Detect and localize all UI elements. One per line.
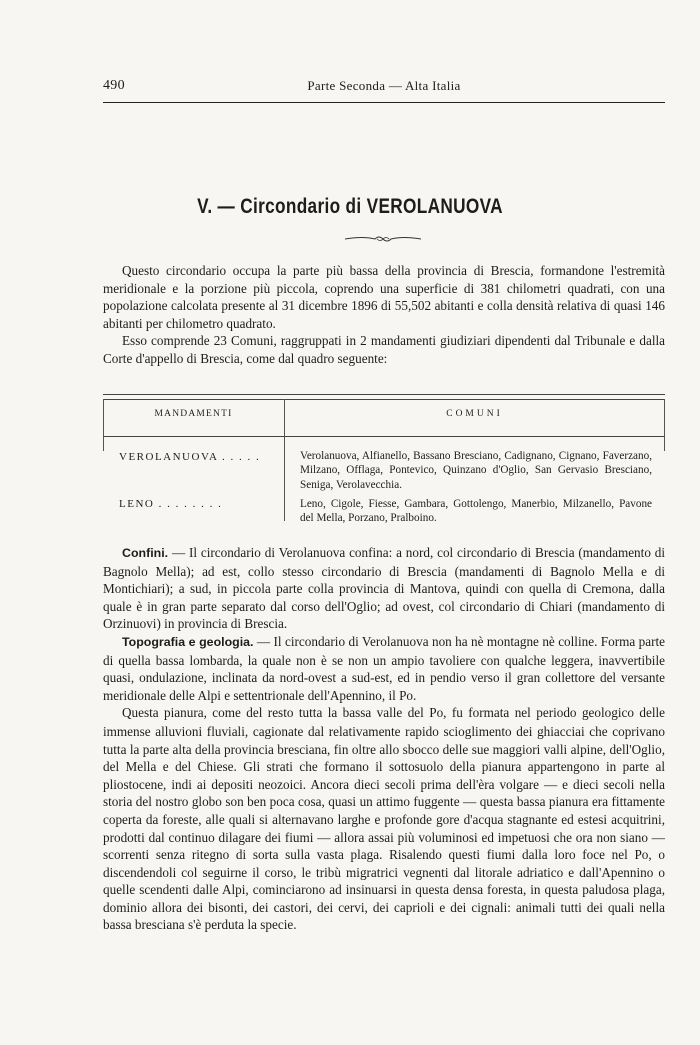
paragraph-lead: Confini. bbox=[122, 546, 169, 560]
mandamenti-table bbox=[103, 394, 665, 526]
intro-paragraph: Questo circondario occupa la parte più bassa della provincia di Brescia, formandone l'estremità meridionale e la porzione più piccola, coprendo una superficie di 381 chilometri quadrati, con una popolazione calcolata presente al 31 dicembre 1896 di 55,502 abitanti e colla densità relativa di quasi 146 abitanti per chilometro quadrato. bbox=[103, 263, 665, 331]
main-text bbox=[103, 544, 665, 934]
section-title: V. — Circondario di VEROLANUOVA bbox=[197, 195, 503, 218]
header-rule bbox=[103, 102, 665, 103]
table-row-mandamento: LENO . . . . . . . . bbox=[119, 498, 223, 510]
paragraph-topografia bbox=[103, 633, 665, 704]
table-row-comuni: Leno, Cigole, Fiesse, Gambara, Gottolengo, Manerbio, Milzanello, Pavone del Mella, Porzano, Pralboino. bbox=[300, 498, 652, 525]
table-header-mandamenti: MANDAMENTI bbox=[154, 409, 233, 419]
table-left-border bbox=[103, 399, 104, 451]
table-header-comuni: COMUNI bbox=[446, 409, 503, 419]
ornament-divider bbox=[343, 234, 423, 244]
paragraph-confini bbox=[103, 544, 665, 633]
running-title: Parte Seconda — Alta Italia bbox=[307, 78, 461, 93]
intro-paragraph: Esso comprende 23 Comuni, raggruppati in 2 mandamenti giudiziari dipendenti dal Tribunale e dalla Corte d'appello di Brescia, come dal quadro seguente: bbox=[103, 333, 665, 366]
intro-text bbox=[103, 262, 665, 368]
table-header-rule bbox=[103, 436, 665, 437]
table-top-rule bbox=[103, 394, 665, 395]
running-header bbox=[103, 78, 665, 96]
paragraph-pianura bbox=[103, 704, 665, 934]
table-right-border bbox=[664, 399, 665, 451]
paragraph-text: Questa pianura, come del resto tutta la bassa valle del Po, fu formata nel periodo geologico delle immense alluvioni fluviali, cagionate dal relativamente rapido scioglimento dei ghiacciai che coprivano tutta la parte alta della provincia bresciana, fin oltre allo sbocco delle sue maggiori valli alpine, dell'Oglio, del Mella e del Chiese. Gli strati che formano il sottosuolo della pianura appartengono in parte al pliostocene, indi ai depositi neozoici. Ancora dieci secoli prima dell'èra volgare — e dieci secoli nella storia del nostro globo son ben poca cosa, quasi un attimo fuggente — questa bassa pianura era fittamente coperta da foreste, alle quali si alternavano larghe e profonde gore d'acqua stagnante ed estesi acquitrini, prodotti dal continuo dilagare dei fiumi — allora assai più voluminosi ed impetuosi che ora non siano — scorrenti senza ritegno di sorta sulla vasta plaga. Risalendo questi fiumi dalla loro foce nel Po, o discendendoli col seguirne il corso, le tribù migratrici vegnenti dal litorale adriatico e dall'Apennino o quelle scendenti dalle Alpi, cominciarono ad insinuarsi in questa densa foresta, in questa paludosa plaga, dominio allora dei bisonti, dei castori, dei cervi, dei caprioli e dei cignali: animali tutti dei quali nella bassa bresciana s'è perduta la specie. bbox=[103, 705, 665, 933]
table-row-mandamento: VEROLANUOVA . . . . . bbox=[119, 451, 261, 463]
page-number: 490 bbox=[103, 78, 125, 93]
paragraph-text: — Il circondario di Verolanuova non ha nè montagne nè colline. Forma parte di quella bassa lombarda, la quale non è se non un ampio tavoliere con qualche leggera, inavvertibile quasi, ondulazione, inclinata da nord-ovest a sud-est, ed in pendio verso il gran collettore del versante meridionale delle Alpi e settentrionale dell'Apennino, il Po. bbox=[103, 633, 666, 703]
paragraph-text: — Il circondario di Verolanuova confina: a nord, col circondario di Brescia (mandamento di Bagnolo Mella); ad est, collo stesso circondario di Brescia (mandamenti di Bagnolo Mella e di Montichiari); a sud, in piccola parte colla provincia di Mantova, quindi con quella di Cremona, dalla quale è in gran parte separato dal corso dell'Oglio; ad ovest, col circondario di Chiari (mandamento di Orzinuovi) in provincia di Brescia. bbox=[103, 545, 665, 632]
paragraph-lead: Topografia e geologia. bbox=[122, 634, 254, 649]
table-row-comuni: Verolanuova, Alfianello, Bassano Bresciano, Cadignano, Cignano, Faverzano, Milzano, Offlaga, Pontevico, Quinzano d'Oglio, San Gervasio Bresciano, Seniga, Verolavecchia. bbox=[300, 450, 652, 491]
table-top-rule-inner bbox=[103, 399, 665, 400]
